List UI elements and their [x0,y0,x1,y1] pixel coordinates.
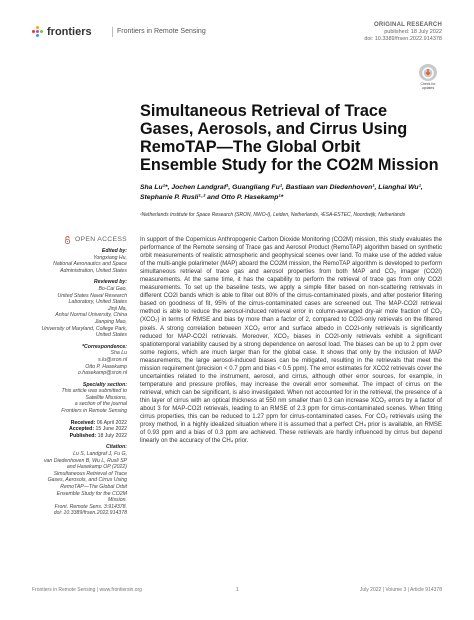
published-date-sidebar: Published: 18 July 2022 [69,432,127,439]
doi-link[interactable]: doi: 10.3389/frsen.2022.914378 [364,36,442,42]
footer-journal[interactable]: Frontiers in Remote Sensing | www.frontiersin.org [32,587,142,593]
specialty-block: Specialty section: This article was submitted to Satellite Missions, a section of the journal Frontiers in Remote Sensing [32,382,127,415]
reviewer-line: Laboratory, United States [68,299,127,306]
article-title: Simultaneous Retrieval of Trace Gases, Aerosols, and Cirrus Using RemoTAP—The Global Orbit Ensemble Study for the CO2M Mission [140,102,439,174]
citation-label: Citation: [105,444,127,451]
affiliations: ¹Netherlands Institute for Space Research (SRON, NWO-I), Leiden, Netherlands, ²ESA-ESTEC, Noordwijk, Netherlands [140,212,406,218]
logo-text: frontiers [47,26,92,38]
check-for-updates-label: Check for updates [420,82,436,90]
page-header [32,22,442,52]
check-for-updates-icon [419,64,437,81]
accepted-date: Accepted: 15 June 2022 [69,426,127,433]
reviewed-by-block [32,279,127,338]
frontiers-logo[interactable] [32,26,92,38]
editor-line: Yongxiang Hu, [93,254,127,261]
page-number: 1 [236,587,239,593]
article-meta [364,22,442,43]
editor-line: Administration, United States [60,267,127,274]
specialty-label: Specialty section: [82,381,127,388]
reviewed-by-label: Reviewed by: [93,279,127,286]
article-type: ORIGINAL RESEARCH [374,22,442,28]
citation-block: Citation: Lu S, Landgraf J, Fu G, van Diedenhoven B, Wu L, Rusli SP and Hasekamp OP (2022) Simultaneous Retrieval of Trace Gases, Aerosols, and Cirrus Using RemoTAP—The Global Orbit Ensemble Study for the CO2M Mission. Front. Remote Sens. 3:914378. doi: 10.3389/frsen.2022.914378 [32,444,127,517]
reviewer-line: Bo-Cai Gao, [98,285,127,292]
open-access-label: OPEN ACCESS [32,236,127,244]
author-line[interactable]: Sha Lu¹*, Jochen Landgraf¹, Guangliang Fu¹, Bastiaan van Diedenhoven¹, Lianghai Wu¹, [140,184,423,191]
edited-by-block [32,248,127,274]
reviewer-line: United States [95,332,127,339]
correspondence-name: Otto P. Hasekamp [85,363,127,370]
published-date: published: 18 July 2022 [384,29,442,35]
open-access-lock-icon [64,236,71,244]
footer-volume: July 2022 | Volume 3 | Article 914378 [359,587,442,593]
correspondence-block [32,344,127,377]
reviewer-line: United States Naval Research [57,292,127,299]
correspondence-label: *Correspondence: [82,343,127,350]
editor-line: National Aeronautics and Space [53,261,127,268]
abstract-text: In support of the Copernicus Anthropogenic Carbon Dioxide Monitoring (CO2M) mission, this study evaluates the performance of the Remote sensing of Trace gas and Aerosol Product (RemoTAP) algorithm based on synthetic orbit measurements of realistic atmospheric and geophysical scenes over land. To make use of the added value of the multi-angle polarimeter (MAP) aboard the CO2M mission, the RemoTAP algorithm is developed to perform simultaneous retrieval of trace gas and aerosol properties from both MAP and CO₂ imager (CO2I) measurements. At the same time, it has the capability to perform the retrieval of trace gas from only CO2I measurements. To set up the baseline tests, we apply a simple filter based on non-scattering retrievals in different CO2I bands which is able to filter out 80% of the cirrus-contaminated pixels, and after posterior filtering based on goodness of fit, 95% of the cirrus-contaminated cases are screened out. The MAP-CO2I retrieval method is able to reduce the aerosol-induced retrieval error in column-averaged dry-air mole fraction of CO₂ (XCO₂) in terms of RMSE and bias by more than a factor of 2, compared to CO2I-only retrievals on the filtered pixels. A strong correlation between XCO₂ error and surface albedo in CO2I-only retrievals is significantly reduced for MAP-CO2I retrievals. Moreover, XCO₂ biases in CO2I-only retrievals exhibit a significant spatiotemporal variability caused by a strong dependence on aerosol load. The biases can be up to 2 ppm over some regions, which are much larger than for the global case. It shows that only by the inclusion of MAP measurements, the large aerosol-induced biases can be mitigated, resulting in the retrievals that meet the mission requirement (precision < 0.7 ppm and bias < 0.5 ppm). The error estimates for XCO2 retrievals cover the uncertainties related to the instrument, aerosol, and cirrus, although other error sources, for example, in temperature and pressure profiles, may increase the overall error somewhat. The impact of cirrus on the retrieval, which can be significant, is also investigated. When not accounted for in the retrieval, the presence of a thin layer of cirrus with an optical thickness at 550 nm smaller than 0.3 can increase XCO₂ errors by a factor of about 3 for MAP-CO2I retrievals, leading to an RMSE of 2.3 ppm for cirrus-contaminated scenes. When fitting cirrus properties, this can be reduced to 1.27 ppm for cirrus-contaminated cases. For CO₂ retrievals using the proxy method, in a highly idealized situation where it is assumed that a perfect CH₄ prior is available, an RMSE of 0.93 ppm and a bias of 0.3 ppm are achieved. These retrievals are hardly influenced by cirrus but depend linearly on the accuracy of the CH₄ prior. [140,237,442,445]
reviewer-line: Jinji Ma, [107,305,127,312]
article-sidebar [32,236,127,522]
correspondence-email[interactable]: s.lu@sron.nl [98,356,127,363]
correspondence-email[interactable]: o.hasekamp@sron.nl [77,370,127,377]
reviewer-line: Anhui Normal University, China [55,312,127,319]
received-date: Received: 06 April 2022 [70,419,127,426]
journal-name[interactable]: Frontiers in Remote Sensing [112,27,206,37]
check-for-updates-badge[interactable] [416,64,440,90]
citation-doi[interactable]: doi: 10.3389/frsen.2022.914378 [53,510,127,517]
frontiers-logo-icon [32,26,44,38]
reviewer-line: Jianping Mao, [94,318,127,325]
correspondence-name: Sha Lu [110,350,127,357]
author-list [140,183,440,203]
dates-block [32,420,127,440]
author-line[interactable]: Stephanie P. Rusli¹·² and Otto P. Hasekamp¹* [140,194,284,201]
edited-by-label: Edited by: [101,248,127,254]
reviewer-line: University of Maryland, College Park, [41,325,127,332]
